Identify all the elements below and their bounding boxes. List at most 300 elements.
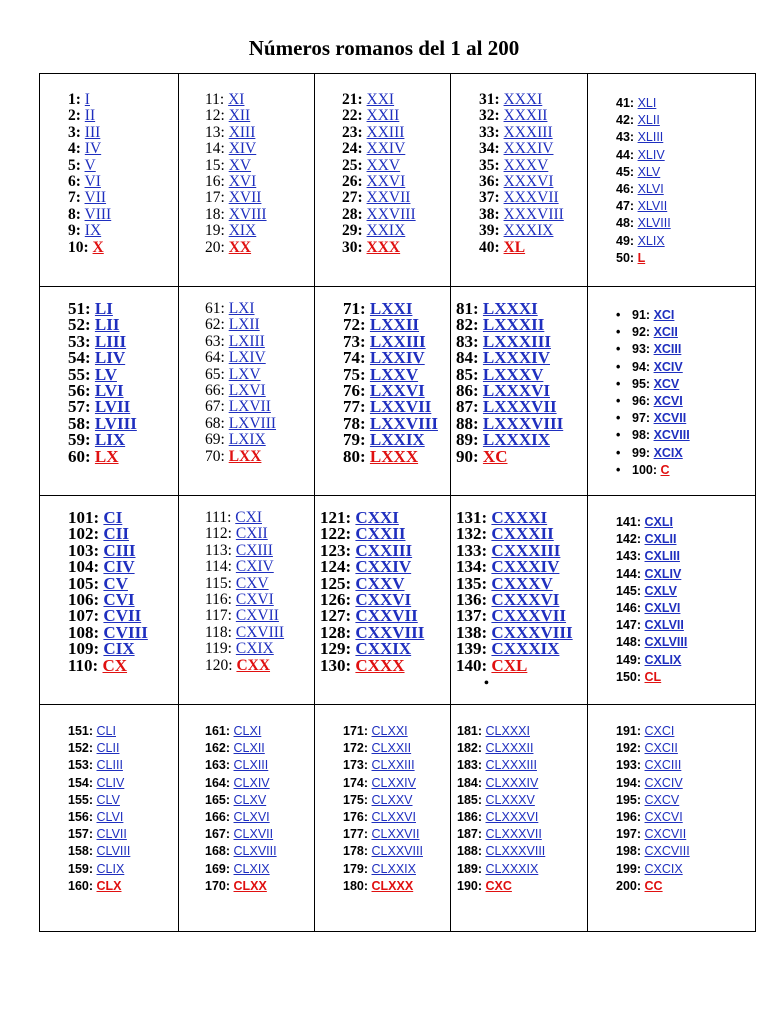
roman-numeral-link[interactable]: LXV [228, 365, 261, 383]
roman-numeral-link[interactable]: CXXXVII [491, 606, 567, 626]
roman-numeral-link[interactable]: XCIX [653, 445, 683, 460]
number-label: 152: [68, 741, 94, 756]
roman-numeral-link[interactable]: XIX [228, 222, 257, 240]
list-item [343, 861, 423, 878]
roman-numeral-link[interactable]: LXI [228, 300, 255, 317]
roman-numeral-link[interactable]: CXLIV [644, 566, 682, 581]
roman-numeral-link[interactable]: XLIX [637, 233, 665, 248]
roman-numeral-link[interactable]: CXVIII [235, 623, 285, 641]
roman-numeral-link[interactable]: CLX [96, 878, 122, 893]
number-label: 91: [632, 308, 651, 322]
number-label: 104: [68, 557, 100, 577]
list-item [479, 174, 564, 190]
number-label: 10: [68, 238, 89, 256]
roman-numeral-link[interactable]: XCVII [653, 411, 687, 426]
roman-numeral-link[interactable]: CLXVII [233, 827, 274, 842]
number-label: 123: [320, 540, 352, 560]
roman-numeral-link[interactable]: CLXXII [371, 741, 412, 756]
list-item [342, 190, 416, 206]
roman-numeral-link[interactable]: CLXXI [371, 724, 408, 738]
roman-numeral-link[interactable]: CIII [103, 540, 136, 560]
roman-numeral-link[interactable]: CXXXIII [491, 540, 561, 560]
roman-numeral-link[interactable]: X [92, 238, 104, 256]
roman-numeral-link[interactable]: CXIX [235, 640, 274, 658]
roman-numeral-link[interactable]: CXXVII [355, 606, 418, 626]
roman-numeral-link[interactable]: CXCVI [644, 810, 683, 825]
roman-numeral-link[interactable]: CXX [236, 656, 271, 674]
list-item [68, 655, 148, 675]
list-item [205, 223, 267, 239]
roman-numeral-link[interactable]: CXLIX [644, 652, 682, 667]
roman-numeral-link[interactable]: CLXXX [371, 878, 414, 893]
list-item [343, 740, 423, 757]
roman-numeral-link[interactable]: L [637, 250, 646, 265]
roman-numeral-link[interactable]: CX [102, 655, 128, 675]
roman-numeral-link[interactable]: LII [94, 315, 120, 335]
roman-numeral-link[interactable]: LIV [94, 348, 126, 368]
roman-numeral-link[interactable]: CLII [96, 741, 120, 756]
roman-numeral-link[interactable]: XXIV [366, 140, 406, 158]
roman-numeral-link[interactable]: CXXIV [355, 557, 412, 577]
roman-numeral-link[interactable]: CLXV [233, 792, 267, 807]
number-label: 139: [456, 639, 488, 659]
roman-numeral-link[interactable]: CXC [485, 878, 512, 893]
number-label: 148: [616, 635, 642, 650]
roman-numeral-link[interactable]: CLXIII [233, 758, 269, 773]
list-item [68, 141, 111, 157]
roman-numeral-link[interactable]: XCIII [653, 342, 682, 357]
list-item [616, 531, 687, 548]
roman-numeral-link[interactable]: XXV [366, 156, 401, 174]
number-label: 18: [205, 205, 225, 223]
roman-numeral-link[interactable]: CXXX [355, 655, 405, 675]
list-item [205, 432, 276, 448]
list-item [479, 207, 564, 223]
number-label: 120: [205, 656, 233, 674]
number-label: 46: [616, 182, 635, 197]
roman-numeral-link[interactable]: LI [94, 299, 113, 318]
roman-numeral-link[interactable]: LXIII [228, 332, 265, 350]
roman-numeral-link[interactable]: CXLVI [644, 601, 681, 616]
list-item [479, 223, 564, 239]
list-item [616, 740, 690, 757]
roman-numeral-link[interactable]: CXXXVI [491, 590, 560, 610]
roman-numeral-link[interactable]: CXCVII [644, 827, 687, 842]
roman-numeral-link[interactable]: XLV [637, 164, 661, 179]
roman-numeral-link[interactable]: I [84, 91, 90, 108]
roman-numeral-link[interactable]: XCII [653, 325, 678, 340]
list-item [616, 723, 690, 740]
number-label: 184: [457, 775, 483, 790]
roman-numeral-link[interactable]: VIII [84, 205, 112, 223]
roman-numeral-link[interactable]: LXVI [228, 382, 266, 400]
roman-numeral-link[interactable]: CLIV [96, 775, 125, 790]
roman-numeral-link[interactable]: LIII [94, 331, 127, 351]
roman-numeral-link[interactable]: CXII [235, 525, 268, 543]
roman-numeral-link[interactable]: LXXVI [369, 381, 425, 401]
roman-numeral-link[interactable]: CLXVIII [233, 844, 277, 859]
list-item [342, 223, 416, 239]
roman-numeral-link[interactable]: LXXI [369, 299, 413, 318]
number-label: 15: [205, 156, 225, 174]
number-label: 55: [68, 364, 91, 384]
roman-numeral-link[interactable]: CIX [103, 639, 135, 659]
roman-numeral-link[interactable]: XV [228, 156, 252, 174]
roman-numeral-link[interactable]: XCVI [653, 394, 683, 409]
list-item [205, 775, 277, 792]
list-item [205, 125, 267, 141]
roman-numeral-link[interactable]: LXXXVIII [482, 413, 564, 433]
roman-numeral-link[interactable]: CLXVI [233, 810, 270, 825]
roman-numeral-link[interactable]: CLXXXIX [485, 861, 539, 876]
roman-numeral-link[interactable]: LVI [94, 381, 124, 401]
number-label: 25: [342, 156, 363, 174]
roman-numeral-link[interactable]: XCVIII [653, 428, 690, 443]
roman-numeral-link[interactable]: CXVI [235, 591, 274, 609]
roman-numeral-link[interactable]: CXLV [644, 583, 677, 598]
list-item [616, 250, 671, 267]
roman-numeral-link[interactable]: CLXIX [233, 861, 270, 876]
roman-numeral-link[interactable]: CLXXXVI [485, 810, 539, 825]
roman-numeral-link[interactable]: XXIII [366, 123, 405, 141]
roman-numeral-link[interactable]: LVIII [94, 413, 137, 433]
number-label: 173: [343, 758, 369, 773]
roman-numeral-link[interactable]: CLI [96, 724, 116, 738]
number-label: 200: [616, 878, 642, 893]
number-label: 180: [343, 878, 369, 893]
roman-numeral-link[interactable]: XC [482, 446, 508, 466]
roman-numeral-link[interactable]: CLIII [96, 758, 123, 773]
number-label: 166: [205, 810, 231, 825]
roman-numeral-link[interactable]: XXXIX [503, 222, 554, 240]
number-label: 195: [616, 792, 642, 807]
roman-numeral-link[interactable]: XXXVIII [503, 205, 564, 223]
roman-numeral-link[interactable]: XIV [228, 140, 257, 158]
roman-numeral-link[interactable]: LXXIX [369, 430, 425, 450]
number-label: 191: [616, 724, 642, 738]
roman-numeral-link[interactable]: CXLVIII [644, 635, 688, 650]
roman-numeral-link[interactable]: XLIV [637, 147, 665, 162]
roman-numeral-link[interactable]: LXXXV [482, 364, 544, 384]
number-label: 20: [205, 238, 225, 256]
roman-numeral-link[interactable]: LXXX [369, 446, 419, 466]
table-cell [315, 496, 451, 705]
list-item [205, 576, 284, 592]
roman-numeral-link[interactable]: CLVIII [96, 844, 131, 859]
roman-numeral-link[interactable]: CXCVIII [644, 844, 690, 859]
number-label: 176: [343, 810, 369, 825]
roman-numeral-link[interactable]: LXXVII [369, 397, 432, 417]
roman-numeral-link[interactable]: CLXXXV [485, 792, 535, 807]
number-label: 53: [68, 331, 91, 351]
roman-numeral-link[interactable]: CXXI [355, 508, 399, 527]
list-item [457, 740, 545, 757]
roman-numeral-link[interactable]: XLVII [637, 199, 668, 214]
roman-numeral-link[interactable]: CLXXXIV [485, 775, 539, 790]
number-label: 193: [616, 758, 642, 773]
roman-numeral-link[interactable]: CLXXXIII [485, 758, 537, 773]
roman-numeral-link[interactable]: CXCIII [644, 758, 682, 773]
number-label: 8: [68, 205, 81, 223]
roman-numeral-link[interactable]: LXXXIV [482, 348, 550, 368]
roman-numeral-link[interactable]: XLIII [637, 130, 664, 145]
roman-numeral-link[interactable]: LXIV [228, 349, 266, 367]
roman-numeral-link[interactable]: CXXVI [355, 590, 412, 610]
roman-numeral-link[interactable]: CLXXVII [371, 827, 420, 842]
roman-numeral-link[interactable]: CXXII [355, 524, 406, 544]
number-label: 73: [343, 331, 366, 351]
roman-numeral-link[interactable]: CXVII [235, 607, 279, 625]
number-label: 92: [632, 325, 651, 340]
roman-numeral-link[interactable]: XVI [228, 173, 257, 191]
roman-numeral-link[interactable]: XXI [366, 91, 395, 108]
roman-numeral-link[interactable]: XI [228, 91, 245, 108]
number-label: 121: [320, 508, 352, 527]
number-label: 141: [616, 515, 642, 529]
roman-numeral-link[interactable]: CC [644, 878, 663, 893]
list-item [632, 307, 690, 324]
roman-numeral-link[interactable]: VI [84, 173, 101, 191]
numeral-list [456, 301, 563, 465]
roman-numeral-link[interactable]: CLXXIV [371, 775, 416, 790]
roman-numeral-link[interactable]: XXXVII [503, 189, 559, 207]
list-item [616, 147, 671, 164]
number-label: 102: [68, 524, 100, 544]
number-label: 147: [616, 618, 642, 633]
number-label: 81: [456, 299, 479, 318]
list-item [616, 617, 687, 634]
roman-numeral-link[interactable]: XCI [653, 308, 675, 322]
roman-numeral-link[interactable]: CLVII [96, 827, 127, 842]
roman-numeral-link[interactable]: CXLI [644, 515, 673, 529]
roman-numeral-link[interactable]: XXVII [366, 189, 411, 207]
roman-numeral-link[interactable]: CXCV [644, 792, 680, 807]
roman-numeral-link[interactable]: XVII [228, 189, 262, 207]
number-label: 76: [343, 381, 366, 401]
roman-numeral-link[interactable]: II [84, 107, 96, 125]
roman-numeral-link[interactable]: CXCIX [644, 861, 683, 876]
roman-numeral-link[interactable]: CLXXVI [371, 810, 416, 825]
roman-numeral-link[interactable]: CXCII [644, 741, 678, 756]
roman-numeral-link[interactable]: XXX [366, 238, 401, 256]
roman-numeral-link[interactable]: LXXXVI [482, 381, 550, 401]
roman-numeral-link[interactable]: XCIV [653, 359, 683, 374]
list-item [205, 207, 267, 223]
roman-numeral-link[interactable]: IX [84, 222, 102, 240]
roman-numeral-link[interactable]: CVIII [103, 622, 148, 642]
list-item [205, 416, 276, 432]
list-item [479, 92, 564, 108]
list-item [205, 334, 276, 350]
roman-numeral-link[interactable]: CLXXV [371, 792, 413, 807]
number-label: 95: [632, 376, 651, 391]
roman-numeral-link[interactable]: CLXXVIII [371, 844, 423, 859]
list-item [68, 740, 130, 757]
roman-numeral-link[interactable]: XXVI [366, 173, 406, 191]
roman-numeral-link[interactable]: CLXXXII [485, 741, 534, 756]
number-label: 36: [479, 173, 500, 191]
numeral-list [457, 723, 545, 895]
roman-numeral-link[interactable]: IV [84, 140, 102, 158]
roman-numeral-link[interactable]: LXXIII [369, 331, 426, 351]
list-item [616, 792, 690, 809]
roman-numeral-link[interactable]: CVI [103, 590, 135, 610]
roman-numeral-link[interactable]: XXII [366, 107, 400, 125]
roman-numeral-link[interactable]: LXX [228, 447, 262, 465]
roman-numeral-link[interactable]: CIV [103, 557, 135, 577]
roman-numeral-link[interactable]: VII [84, 189, 107, 207]
list-item [68, 207, 111, 223]
list-item [68, 775, 130, 792]
roman-numeral-link[interactable]: C [660, 462, 670, 477]
roman-numeral-link[interactable]: LXVIII [228, 414, 277, 432]
roman-numeral-link[interactable]: CLXI [233, 724, 262, 738]
roman-numeral-link[interactable]: XLI [637, 96, 657, 110]
number-label: 155: [68, 792, 94, 807]
roman-numeral-link[interactable]: XXVIII [366, 205, 416, 223]
roman-numeral-link[interactable]: LXXXI [482, 299, 538, 318]
roman-numeral-link[interactable]: CI [103, 508, 123, 527]
roman-numeral-link[interactable]: CXIV [235, 558, 274, 576]
roman-numeral-link[interactable]: CXL [491, 655, 528, 675]
roman-numeral-link[interactable]: CLXXXVIII [485, 844, 546, 859]
roman-numeral-link[interactable]: CXLIII [644, 549, 680, 564]
list-item [205, 383, 276, 399]
roman-numeral-link[interactable]: CLXII [233, 741, 265, 756]
number-label: 156: [68, 810, 94, 825]
number-label: 28: [342, 205, 363, 223]
roman-numeral-link[interactable]: CXXXIX [491, 639, 560, 659]
list-item [616, 634, 687, 651]
roman-numeral-link[interactable]: CXXXI [491, 508, 548, 527]
number-label: 89: [456, 430, 479, 450]
roman-numeral-link[interactable]: XVIII [228, 205, 267, 223]
roman-numeral-link[interactable]: LXXV [369, 364, 419, 384]
number-label: 63: [205, 332, 225, 350]
roman-numeral-link[interactable]: XIII [228, 123, 256, 141]
number-label: 39: [479, 222, 500, 240]
number-label: 132: [456, 524, 488, 544]
list-item [616, 129, 671, 146]
number-label: 62: [205, 316, 225, 334]
number-label: 27: [342, 189, 363, 207]
number-label: 135: [456, 573, 488, 593]
number-label: 188: [457, 844, 483, 859]
roman-numeral-link[interactable]: CLXXXVII [485, 827, 542, 842]
roman-numeral-link[interactable]: XXXII [503, 107, 548, 125]
roman-numeral-link[interactable]: LV [94, 364, 117, 384]
number-label: 160: [68, 878, 94, 893]
list-item [68, 125, 111, 141]
roman-numeral-link[interactable]: CLVI [96, 810, 124, 825]
roman-numeral-link[interactable]: LXVII [228, 398, 271, 416]
roman-numeral-link[interactable]: CXXVIII [355, 622, 425, 642]
roman-numeral-link[interactable]: CLV [96, 792, 120, 807]
number-label: 143: [616, 549, 642, 564]
list-item [632, 324, 690, 341]
roman-numeral-link[interactable]: CXXXVIII [491, 622, 573, 642]
roman-numeral-link[interactable]: LXXXIII [482, 331, 551, 351]
roman-numeral-link[interactable]: LXII [228, 316, 260, 334]
number-label: 192: [616, 741, 642, 756]
roman-numeral-link[interactable]: CLXXXI [485, 724, 530, 738]
roman-numeral-link[interactable]: CLIX [96, 861, 125, 876]
numeral-list [205, 92, 267, 256]
roman-numeral-link[interactable]: CL [644, 669, 662, 684]
roman-numeral-link[interactable]: XII [228, 107, 251, 125]
roman-numeral-link[interactable]: XXXIV [503, 140, 554, 158]
roman-numeral-link[interactable]: LXXXVII [482, 397, 557, 417]
roman-numeral-link[interactable]: CXXIX [355, 639, 412, 659]
roman-numeral-link[interactable]: CXXXII [491, 524, 554, 544]
roman-numeral-link[interactable]: LXXII [369, 315, 420, 335]
roman-numeral-link[interactable]: LX [94, 446, 119, 466]
roman-numeral-link[interactable]: XXIX [366, 222, 406, 240]
roman-numeral-link[interactable]: CXXXIV [491, 557, 560, 577]
roman-numeral-link[interactable]: CXCIV [644, 775, 683, 790]
roman-numeral-link[interactable]: CXI [235, 509, 262, 526]
number-label: 12: [205, 107, 225, 125]
roman-numeral-link[interactable]: XLII [637, 113, 660, 128]
roman-numeral-link[interactable]: CLXX [233, 878, 267, 893]
roman-numeral-link[interactable]: XL [503, 238, 526, 256]
roman-numeral-link[interactable]: CXIII [235, 541, 273, 559]
list-item [616, 809, 690, 826]
roman-numeral-link[interactable]: LXXIV [369, 348, 425, 368]
roman-numeral-link[interactable]: XLVIII [637, 216, 671, 231]
roman-numeral-link[interactable]: CII [103, 524, 129, 544]
roman-numeral-link[interactable]: LXXVIII [369, 413, 438, 433]
roman-numeral-link[interactable]: CXCI [644, 724, 675, 738]
roman-numeral-link[interactable]: CXXIII [355, 540, 413, 560]
table-row [40, 705, 756, 932]
list-item [205, 92, 267, 108]
roman-numeral-link[interactable]: CLXIV [233, 775, 270, 790]
roman-numeral-link[interactable]: LXXXII [482, 315, 545, 335]
roman-numeral-link[interactable]: XXXI [503, 91, 543, 108]
roman-numeral-link[interactable]: LIX [94, 430, 126, 450]
roman-numeral-link[interactable]: XXXV [503, 156, 549, 174]
roman-numeral-link[interactable]: XCV [653, 376, 680, 391]
roman-numeral-link[interactable]: XXXIII [503, 123, 553, 141]
roman-numeral-link[interactable]: CXLVII [644, 618, 684, 633]
roman-numeral-link[interactable]: CXV [235, 574, 269, 592]
list-item [632, 376, 690, 393]
roman-numeral-link[interactable]: CXXV [355, 573, 405, 593]
roman-numeral-link[interactable]: CXLII [644, 532, 677, 547]
roman-numeral-link[interactable]: CLXXIX [371, 861, 416, 876]
number-label: 37: [479, 189, 500, 207]
number-label: 140: [456, 655, 488, 675]
roman-numeral-link[interactable]: XXXVI [503, 173, 554, 191]
roman-numeral-link[interactable]: LVII [94, 397, 131, 417]
list-item [205, 526, 284, 542]
page-title: Números romanos del 1 al 200 [248, 36, 520, 60]
number-label: 66: [205, 382, 225, 400]
roman-numeral-link[interactable]: LXXXIX [482, 430, 550, 450]
roman-numeral-link[interactable]: CVII [103, 606, 142, 626]
roman-numeral-link[interactable]: III [84, 123, 101, 141]
number-label: 169: [205, 861, 231, 876]
roman-numeral-link[interactable]: CXXXV [491, 573, 553, 593]
roman-numeral-link[interactable]: LXIX [228, 431, 266, 449]
roman-numeral-link[interactable]: CV [103, 573, 128, 593]
roman-numeral-link[interactable]: XLVI [637, 182, 664, 197]
roman-numeral-link[interactable]: XX [228, 238, 252, 256]
number-label: 149: [616, 652, 642, 667]
roman-numeral-link[interactable]: V [84, 156, 96, 174]
roman-numeral-link[interactable]: CLXXIII [371, 758, 415, 773]
